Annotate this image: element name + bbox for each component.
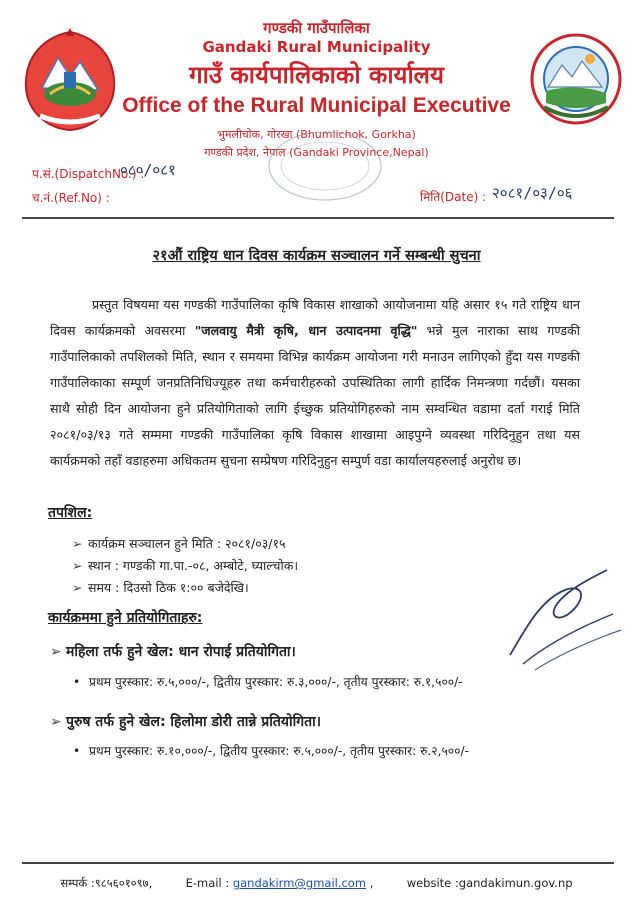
ref-no-label: च.नं.(Ref.No) : [32,191,110,205]
notice-title: २१औं राष्ट्रिय धान दिवस कार्यक्रम सञ्चालन गर्ने सम्बन्धी सुचना [152,248,481,264]
address-line-2: गण्डकी प्रदेश, नेपाल (Gandaki Province,Nepal) [204,146,429,159]
competition-prizes-text: प्रथम पुरस्कार: रु.५,०००/-, द्वितीय पुरस्कार: रु.३,०००/-, तृतीय पुरस्कार: रु.१,५००/- [89,675,463,689]
office-name-np: गाउँ कार्यपालिकाको कार्यालय [189,61,444,89]
competitions-heading: कार्यक्रममा हुने प्रतियोगिताहरु: [48,610,203,626]
competition-prizes [73,673,463,690]
footer-phone: सम्पर्क :९८५६०१०९७, [60,876,153,890]
header-divider [22,217,614,219]
footer-divider [22,862,614,864]
dispatch-no-label: प.सं.(DispatchNo.) : [32,167,145,181]
arrow-bullet-icon: ➢ [50,714,62,730]
details-item-text: कार्यक्रम सञ्चालन हुने मिति : २०८१/०३/१५ [88,536,286,551]
dot-bullet-icon: • [73,675,81,689]
office-stamp [265,128,385,203]
date-label: मिति(Date) : [420,190,487,204]
competition-title [50,712,321,731]
competition-prizes [73,742,469,759]
date-value: २०८१/०३/०६ [492,184,573,202]
notice-slogan: "जलवायु मैत्री कृषि, धान उत्पादनमा वृद्धि" [194,323,418,338]
footer: सम्पर्क :९८५६०१०९७, E-mail : gandakirm@gmail.com , website :gandakimun.gov.np [60,876,573,890]
details-item [72,535,285,552]
address-line-1: भुमलीचोक, गोरखा (Bhumlichok, Gorkha) [217,128,416,141]
arrow-bullet-icon: ➢ [72,580,83,595]
competition-title-text: महिला तर्फ हुने खेल: धान रोपाई प्रतियोगिता। [66,644,296,660]
arrow-bullet-icon: ➢ [72,558,83,573]
details-item [72,579,249,596]
arrow-bullet-icon: ➢ [72,536,83,551]
details-item [72,557,298,574]
dispatch-no-value: ०८०/०८१ [120,161,176,179]
office-name-en: Office of the Rural Municipal Executive [122,94,511,117]
notice-body-part-1: प्रस्तुत विषयमा यस गण्डकी गाउँपालिका कृषि विकास शाखाको आयोजनामा यहि असार १५ गते राष्ट्रिय धान दिवस कार्यक्रमको अवसरमा [50,297,580,338]
details-item-text: समय : दिउसो ठिक १:०० बजेदेखि। [88,580,249,595]
footer-email-link[interactable]: gandakirm@gmail.com [232,876,367,890]
dot-bullet-icon: • [73,744,81,758]
details-heading: तपशिल: [48,505,93,521]
notice-body [50,292,580,474]
competition-title-text: पुरुष तर्फ हुने खेल: हिलोमा डोरी तान्ने प्रतियोगिता। [66,714,322,730]
competition-prizes-text: प्रथम पुरस्कार: रु.१०,०००/-, द्वितीय पुरस्कार: रु.५,०००/-, तृतीय पुरस्कार: रु.२,५००/- [89,744,469,758]
footer-email-label: E-mail : [185,876,230,890]
signature [495,560,630,680]
footer-website: website :gandakimun.gov.np [406,876,573,890]
details-item-text: स्थान : गण्डकी गा.पा.-०८, अम्बोटे, घ्याल्चोक। [88,558,299,573]
municipality-name-np: गण्डकी गाउँपालिका [263,19,370,37]
municipality-name-en: Gandaki Rural Municipality [202,38,431,56]
competition-title [50,642,296,661]
notice-body-part-2: भन्ने मुल नाराका साथ गण्डकी गाउँपालिकाको तपशिलको मिति, स्थान र समयमा विभिन्न कार्यक्रम आयोजना गरी मनाउन लागिएको हुँदा यस गण्डकी गाउँपालिकाका सम्पूर्ण जनप्रतिनिधिज्यूहरु तथा कर्मचारीहरुको उपस्थितिका लागी हार्दिक निमन्त्रणा गर्दछौं। यसका साथै सोही दिन आयोजना हुने प्रतियोगिताको लागि ईच्छुक प्रतियोगिहरुको नाम सम्वन्धित वडामा दर्ता गराई मिति २०८१/०३/१३ गते सम्ममा गण्डकी गाउँपालिका कृषि विकास शाखामा आइपुग्ने व्यवस्था गरिदिनुहुन तथा यस कार्यक्रमको तहाँ वडाहरुमा अधिकतम सुचना सम्प्रेषण गरिदिनुहुन सम्पुर्ण वडा कार्यालयहरुलाई अनुरोध छ। [50,323,580,468]
arrow-bullet-icon: ➢ [50,644,62,660]
